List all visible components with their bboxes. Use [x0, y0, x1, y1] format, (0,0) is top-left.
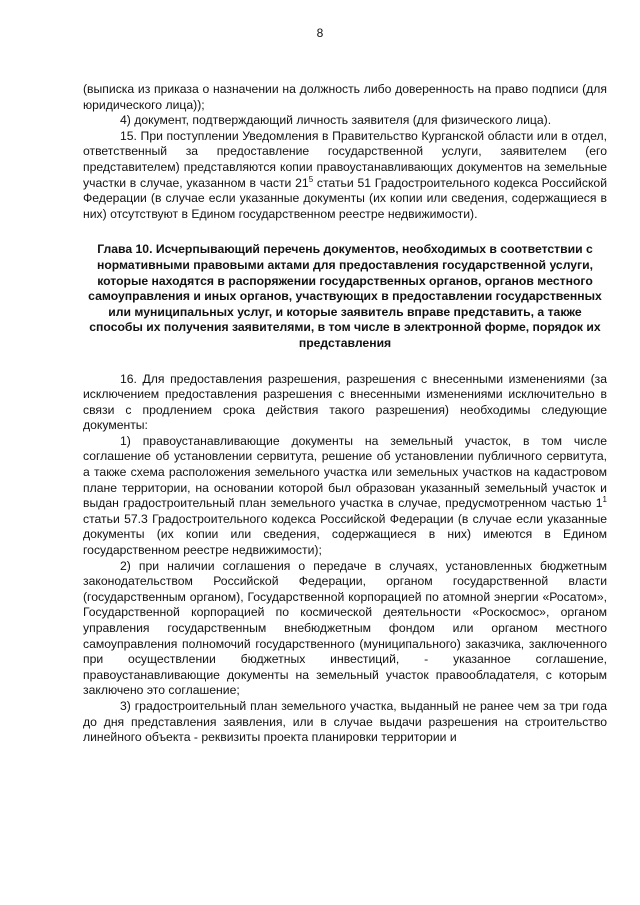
item1-text-start: 1) правоустанавливающие документы на земельный участок, в том числе соглашение об установлении сервитута, решение об установлении публичного сервитута, а также схема расположения земельного участка или земельных участков на кадастровом плане территории, на основании которой был образован указанный земельный участок и выдан градостроительный план земельного участка в случае, предусмотренном частью 1 — [83, 433, 607, 511]
section16-item-3: 3) градостроительный план земельного участка, выданный не ранее чем за три года до дня представления заявления, или в случае выдачи разрешения на строительство линейного объекта - реквизиты проекта планировки территории и — [83, 698, 607, 745]
document-body — [83, 82, 607, 746]
p3-text-end: статьи 51 Градостроительного кодекса Российской Федерации (в случае если указанные документы (их копии или сведения, содержащиеся в них) отсутствуют в Едином государственном реестре недвижимости). — [83, 175, 608, 221]
p3-superscript: 5 — [308, 174, 314, 184]
chapter-heading: Глава 10. Исчерпывающий перечень документов, необходимых в соответствии с нормативными правовыми актами для предоставления государственной услуги, которые находятся в распоряжении государственных органов, органов местного самоуправления и иных органов, участвующих в предоставлении государственных или муниципальных услуг, и которые заявитель вправе представить, а также способы их получения заявителями, в том числе в электронной форме, порядок их представления — [88, 242, 602, 350]
section16-item-2: 2) при наличии соглашения о передаче в случаях, установленных бюджетным законодательством Российской Федерации, органом государственной власти (государственным органом), Государственной корпорацией по атомной энергии «Росатом», Государственной корпорацией по космической деятельности «Роскосмос», органом управления государственным внебюджетным фондом или органом местного самоуправления полномочий государственного (муниципального) заказчика, заключенного при осуществлении бюджетных инвестиций, - указанное соглашение, правоустанавливающие документы на земельный участок правообладателя, с которым заключено это соглашение; — [83, 558, 607, 698]
intro-paragraph-3 — [83, 129, 607, 223]
item1-text-end: статьи 57.3 Градостроительного кодекса Российской Федерации (в случае если указанные документы (их копии или сведения, содержащиеся в них) имеются в Едином государственном реестре недвижимости); — [83, 511, 607, 558]
page-number: 8 — [316, 26, 324, 40]
p3-text-start: 15. При поступлении Уведомления в Правительство Курганской области или в отдел, ответственный за предоставление государственной услуги, заявителем (его представителем) представляются копии правоустанавливающих документов на земельные участки в случае, указанном в части 21 — [83, 128, 607, 190]
intro-paragraph-2: 4) документ, подтверждающий личность заявителя (для физического лица). — [120, 113, 552, 128]
intro-paragraph-1: (выписка из приказа о назначении на должность либо доверенность на право подписи (для юридического лица)); — [83, 82, 607, 112]
section16-item-1 — [83, 434, 607, 559]
section16-paragraph: 16. Для предоставления разрешения, разрешения с внесенными изменениями (за исключением предоставления разрешения с внесенными изменениями исключительно в связи с продлением срока действия такого разрешения) необходимы следующие документы: — [83, 371, 607, 433]
item1-superscript: 1 — [602, 495, 607, 505]
